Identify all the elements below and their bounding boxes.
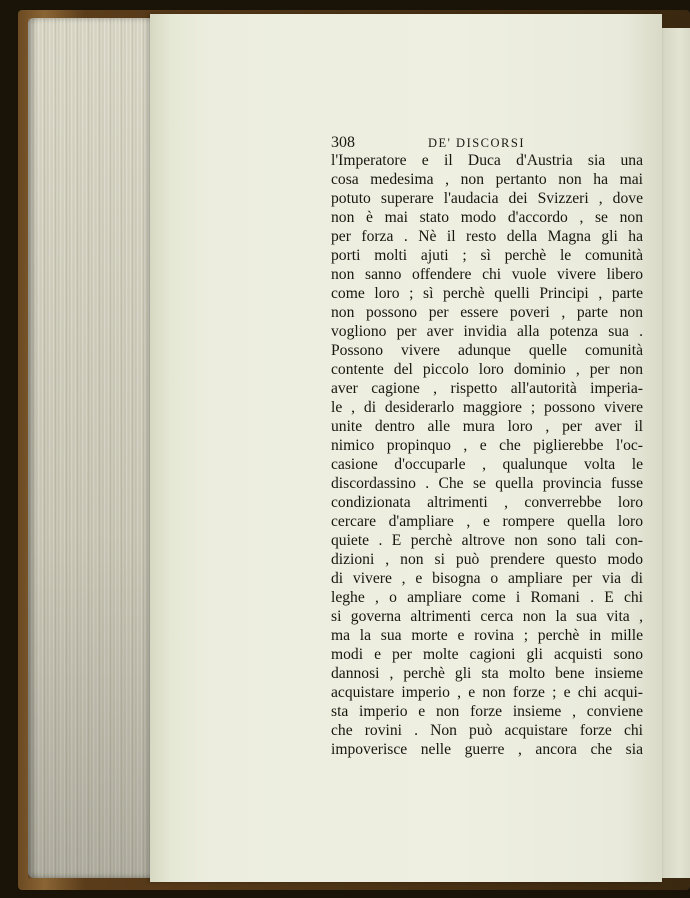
text-line: non possono per essere poveri , parte non [331, 304, 643, 321]
text-line: porti molti ajuti ; sì perchè le comunità [331, 247, 643, 264]
text-line: sta imperio e non forze insieme , conviene [331, 703, 643, 720]
text-line: dizioni , non si può prendere questo modo [331, 551, 643, 568]
body-text [331, 151, 643, 759]
text-line: dannosi , perchè gli sta molto bene insieme [331, 665, 643, 682]
text-line: vogliono per aver invidia alla potenza sua . [331, 323, 643, 340]
text-line: come loro ; sì perchè quelli Principi , parte [331, 285, 643, 302]
text-line: aver cagione , rispetto all'autorità imperia- [331, 380, 643, 397]
text-line: che rovini . Non può acquistare forze chi [331, 722, 643, 739]
text-line: non è mai stato modo d'accordo , se non [331, 209, 643, 226]
text-line: le , di desiderarlo maggiore ; possono vivere [331, 399, 643, 416]
text-line: l'Imperatore e il Duca d'Austria sia una [331, 152, 643, 169]
page-stack-edge [28, 18, 168, 878]
text-line: si governa altrimenti cerca non la sua vita , [331, 608, 643, 625]
running-head: DE' DISCORSI [428, 136, 525, 150]
text-line: non sanno offendere chi vuole vivere libero [331, 266, 643, 283]
text-line: cosa medesima , non pertanto non ha mai [331, 171, 643, 188]
text-line: unite dentro alle mura loro , per aver il [331, 418, 643, 435]
text-line: contente del piccolo loro dominio , per non [331, 361, 643, 378]
page-number: 308 [331, 134, 355, 151]
text-line: condizionata altrimenti , converrebbe loro [331, 494, 643, 511]
text-line: leghe , o ampliare come i Romani . E chi [331, 589, 643, 606]
text-line: discordassino . Che se quella provincia fusse [331, 475, 643, 492]
text-line: ma la sua morte e rovina ; perchè in mille [331, 627, 643, 644]
text-line: potuto superare l'audacia dei Svizzeri , dove [331, 190, 643, 207]
text-line: Possono vivere adunque quelle comunità [331, 342, 643, 359]
text-line: impoverisce nelle guerre , ancora che sia [331, 741, 643, 758]
text-line: casione d'occuparle , qualunque volta le [331, 456, 643, 473]
text-line: quiete . E perchè altrove non sono tali con- [331, 532, 643, 549]
text-line: modi e per molte cagioni gli acquisti sono [331, 646, 643, 663]
text-line: per forza . Nè il resto della Magna gli ha [331, 228, 643, 245]
text-line: acquistare imperio , e non forze ; e chi acqui- [331, 684, 643, 701]
text-line: cercare d'ampliare , e rompere quella loro [331, 513, 643, 530]
text-line: nimico propinquo , e che piglierebbe l'oc- [331, 437, 643, 454]
text-line: di vivere , e bisogna o ampliare per via di [331, 570, 643, 587]
